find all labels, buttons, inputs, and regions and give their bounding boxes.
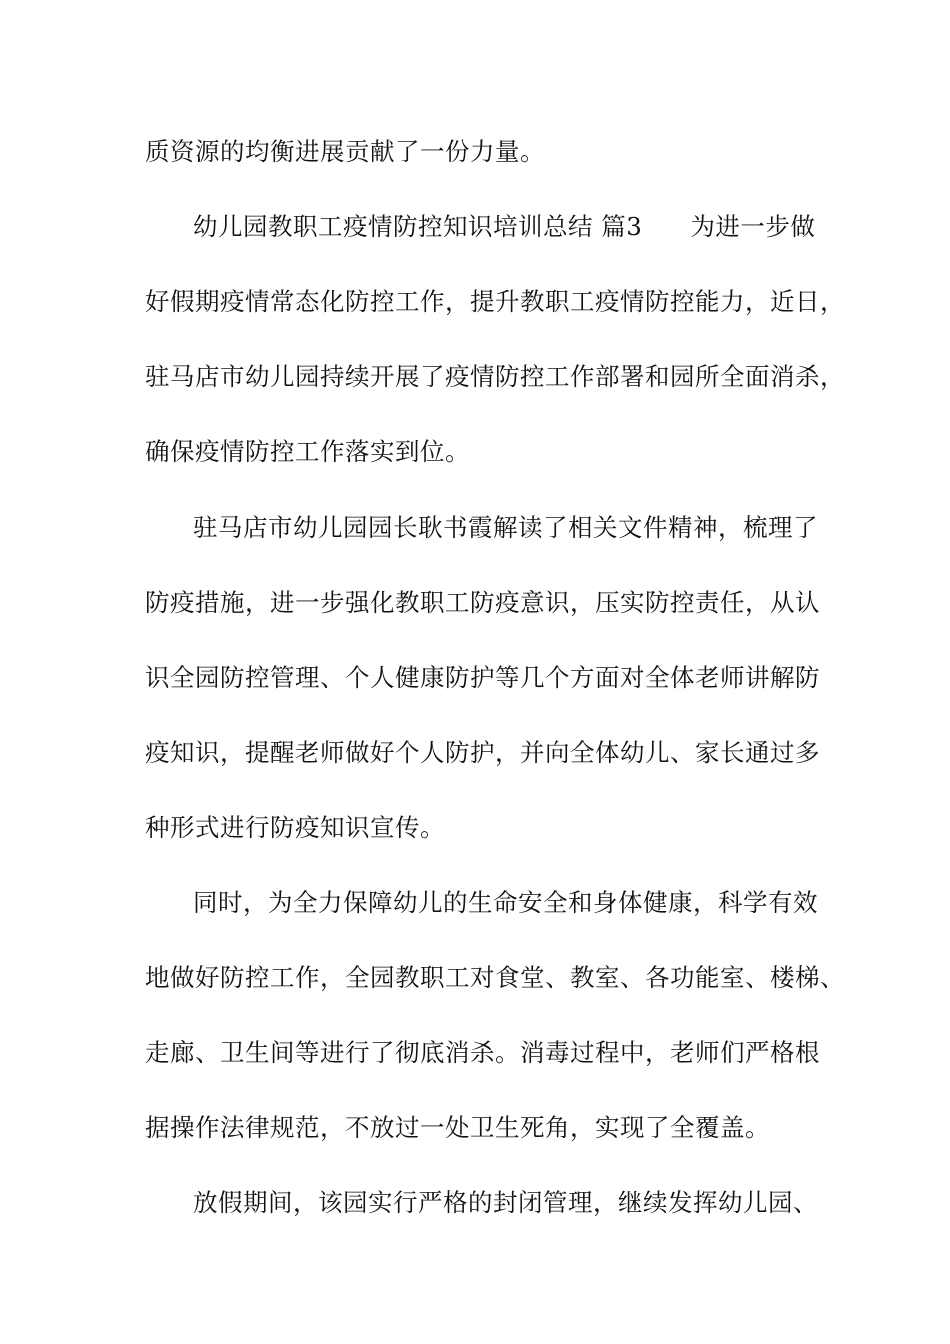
text-line: 种形式进行防疫知识宣传。 [145, 813, 445, 842]
text-line: 同时，为全力保障幼儿的生命安全和身体健康，科学有效 [193, 888, 818, 917]
text-line: 好假期疫情常态化防控工作，提升教职工疫情防控能力，近日， [145, 287, 845, 316]
text-line: 疫知识，提醒老师做好个人防护，并向全体幼儿、家长通过多 [145, 738, 820, 767]
text-line: 质资源的均衡进展贡献了一份力量。 [145, 137, 545, 166]
text-line: 识全园防控管理、个人健康防护等几个方面对全体老师讲解防 [145, 663, 820, 692]
text-line: 为进一步做 [690, 212, 816, 241]
section-heading-line [193, 211, 893, 243]
section-heading: 幼儿园教职工疫情防控知识培训总结 篇3 [193, 212, 643, 241]
text-line: 防疫措施，进一步强化教职工防疫意识，压实防控责任，从认 [145, 588, 820, 617]
text-line: 地做好防控工作，全园教职工对食堂、教室、各功能室、楼梯、 [145, 963, 845, 992]
text-line: 驻马店市幼儿园持续开展了疫情防控工作部署和园所全面消杀， [145, 362, 845, 391]
text-line: 据操作法律规范，不放过一处卫生死角，实现了全覆盖。 [145, 1113, 770, 1142]
text-line: 确保疫情防控工作落实到位。 [145, 437, 470, 466]
text-line: 走廊、卫生间等进行了彻底消杀。消毒过程中，老师们严格根 [145, 1038, 820, 1067]
text-line: 放假期间，该园实行严格的封闭管理，继续发挥幼儿园、 [193, 1188, 818, 1217]
text-line: 驻马店市幼儿园园长耿书霞解读了相关文件精神，梳理了 [193, 513, 818, 542]
